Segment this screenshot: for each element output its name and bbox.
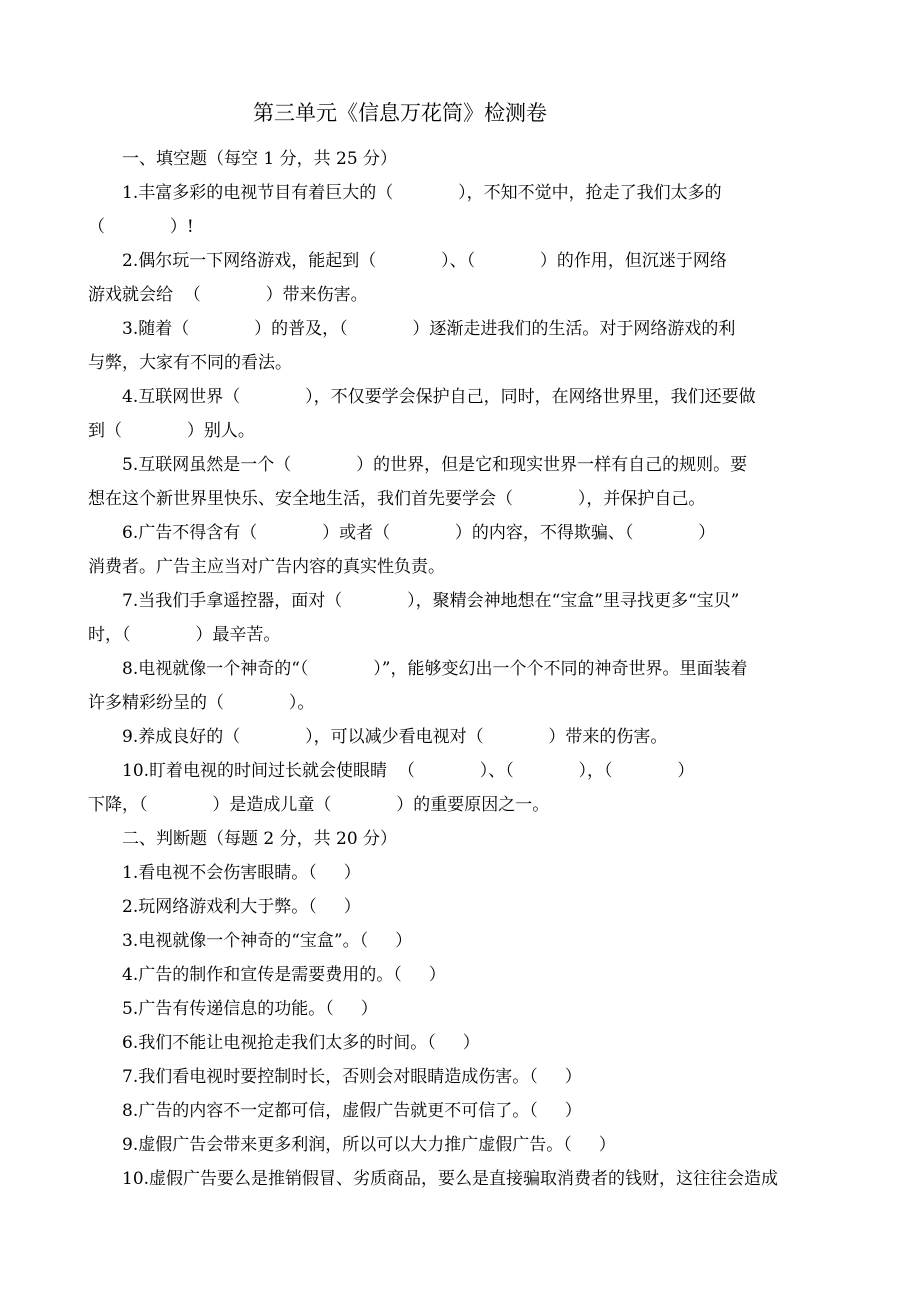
page-title: 第三单元《信息万花筒》检测卷 (253, 101, 547, 125)
true-false-question: 4.广告的制作和宣传是需要费用的。（ ） (122, 965, 446, 985)
question-line: 与弊，大家有不同的看法。 (88, 353, 292, 373)
question-line: 10.盯着电视的时间过长就会使眼睛 （ ）、（ ），（ ） (122, 761, 695, 781)
true-false-question: 3.电视就像一个神奇的“宝盒”。（ ） (122, 931, 413, 951)
true-false-question: 5.广告有传递信息的功能。（ ） (122, 999, 378, 1019)
true-false-question: 1.看电视不会伤害眼睛。（ ） (122, 863, 361, 883)
question (88, 720, 840, 754)
question-line: 1.丰富多彩的电视节目有着巨大的（ ），不知不觉中，抢走了我们太多的 (122, 183, 722, 203)
question-line: 许多精彩纷呈的（ ）。 (88, 693, 315, 713)
question-line: 9.养成良好的（ ），可以减少看电视对（ ）带来的伤害。 (122, 727, 668, 747)
question-line: 8.电视就像一个神奇的“（ ）”，能够变幻出一个个不同的神奇世界。里面装着 (122, 659, 748, 679)
question-line: 时，（ ）最辛苦。 (88, 625, 281, 645)
question (88, 176, 840, 244)
question (88, 312, 840, 380)
true-false-question: 7.我们看电视时要控制时长，否则会对眼睛造成伤害。（ ） (122, 1067, 582, 1087)
question (88, 516, 840, 584)
exam-content (88, 142, 840, 1196)
question-line: （ ）! (88, 217, 194, 237)
question-line: 想在这个新世界里快乐、安全地生活，我们首先要学会（ ），并保护自己。 (88, 489, 706, 509)
question-line: 到（ ）别人。 (88, 421, 255, 441)
question (88, 754, 840, 822)
question-line: 3.随着（ ）的普及，（ ）逐渐走进我们的生活。对于网络游戏的利 (122, 319, 736, 339)
question (88, 652, 840, 720)
section-heading-fill-blank: 一、填空题（每空 1 分，共 25 分） (122, 149, 398, 169)
true-false-question: 2.玩网络游戏利大于弊。（ ） (122, 897, 361, 917)
true-false-question: 10.虚假广告要么是推销假冒、劣质商品，要么是直接骗取消费者的钱财，这往往会造成 (122, 1169, 779, 1189)
question (88, 448, 840, 516)
question-line: 下降，（ ）是造成儿童（ ）的重要原因之一。 (88, 795, 550, 815)
true-false-question: 6.我们不能让电视抢走我们太多的时间。（ ） (122, 1033, 480, 1053)
section-heading-true-false: 二、判断题（每题 2 分，共 20 分） (122, 829, 398, 849)
question (88, 584, 840, 652)
true-false-question: 8.广告的内容不一定都可信，虚假广告就更不可信了。（ ） (122, 1101, 582, 1121)
question (88, 244, 840, 312)
question (88, 380, 840, 448)
question-line: 5.互联网虽然是一个（ ）的世界，但是它和现实世界一样有自己的规则。要 (122, 455, 748, 475)
question-line: 游戏就会给 （ ）带来伤害。 (88, 285, 368, 305)
question-line: 4.互联网世界（ ），不仅要学会保护自己，同时，在网络世界里，我们还要做 (122, 387, 756, 407)
question-line: 2.偶尔玩一下网络游戏，能起到（ ）、（ ）的作用，但沉迷于网络 (122, 251, 727, 271)
question-line: 6.广告不得含有（ ）或者（ ）的内容，不得欺骗、（ ） (122, 523, 716, 543)
true-false-question: 9.虚假广告会带来更多利润，所以可以大力推广虚假广告。（ ） (122, 1135, 616, 1155)
question-line: 消费者。广告主应当对广告内容的真实性负责。 (88, 557, 445, 577)
question-line: 7.当我们手拿遥控器，面对（ ），聚精会神地想在“宝盒”里寻找更多“宝贝” (122, 591, 740, 611)
